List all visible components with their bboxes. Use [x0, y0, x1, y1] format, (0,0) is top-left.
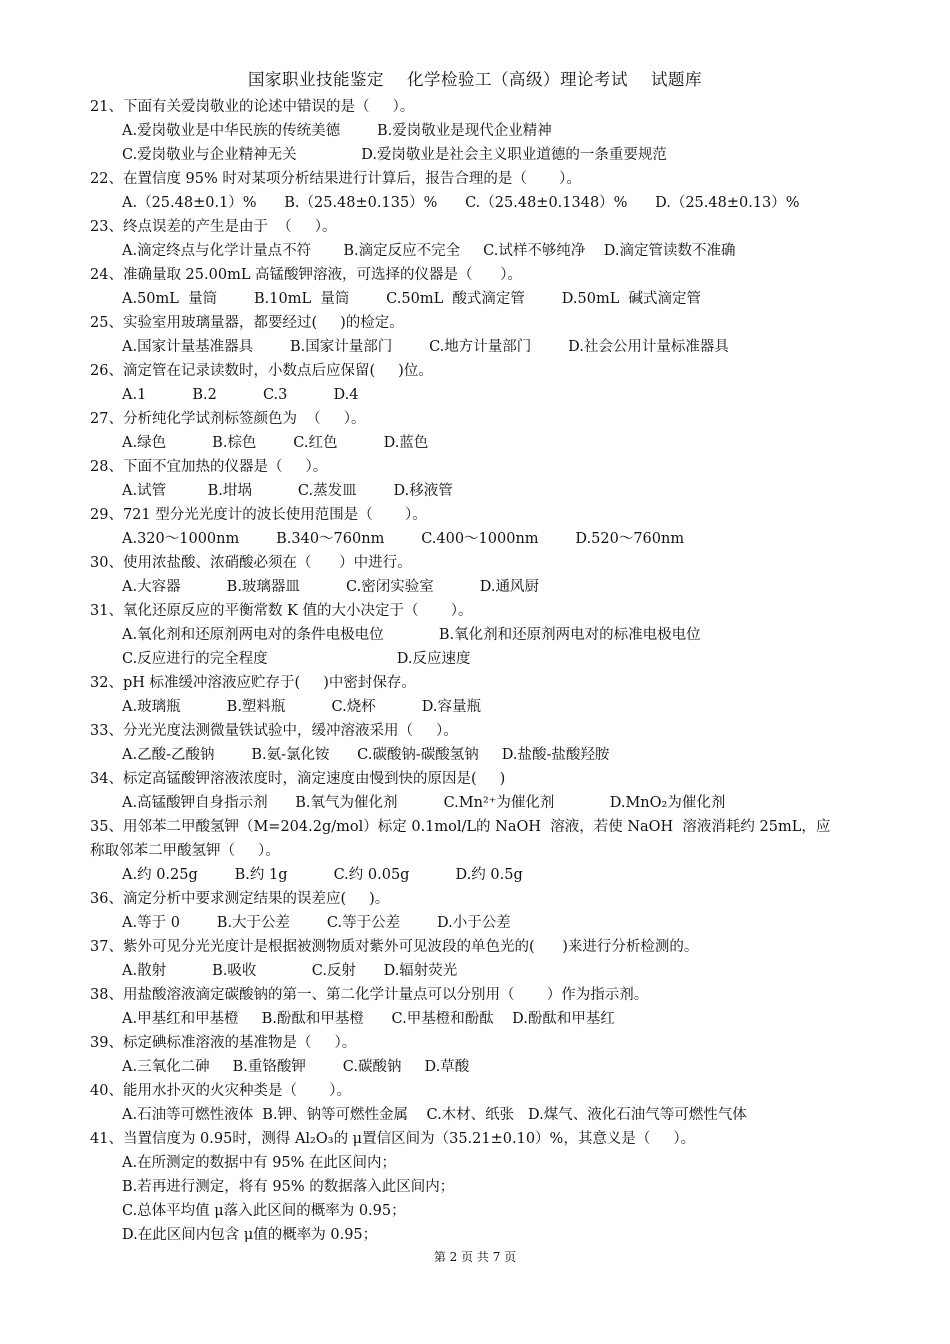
question-text: 24、准确量取 25.00mL 高锰酸钾溶液，可选择的仪器是（ ）。 [90, 267, 522, 283]
question-text: 40、能用水扑灭的火灾种类是（ ）。 [90, 1083, 351, 1099]
question-text: 25、实验室用玻璃量器，都要经过( )的检定。 [90, 315, 404, 331]
answer-options: A.约 0.25g B.约 1g C.约 0.05g D.约 0.5g [122, 867, 523, 883]
question-text: 33、分光光度法测微量铁试验中，缓冲溶液采用（ ）。 [90, 723, 458, 739]
page-footer: 第 2 页 共 7 页 [433, 1250, 517, 1264]
answer-options: A.50mL 量筒 B.10mL 量筒 C.50mL 酸式滴定管 D.50mL 碱式滴定管 [122, 291, 702, 307]
answer-options: D.在此区间内包含 μ值的概率为 0.95； [122, 1227, 378, 1243]
question-list [90, 95, 870, 1247]
answer-options: B.若再进行测定，将有 95% 的数据落入此区间内； [122, 1179, 455, 1195]
answer-options: C.总体平均值 μ落入此区间的概率为 0.95； [122, 1203, 406, 1219]
answer-options: A.大容器 B.玻璃器皿 C.密闭实验室 D.通风厨 [122, 579, 540, 595]
question-text: 23、终点误差的产生是由于 （ ）。 [90, 219, 337, 235]
answer-options: A.爱岗敬业是中华民族的传统美德 B.爱岗敬业是现代企业精神 [122, 123, 552, 139]
answer-options: A.氧化剂和还原剂两电对的条件电极电位 B.氧化剂和还原剂两电对的标准电极电位 [122, 627, 701, 643]
answer-options: A.绿色 B.棕色 C.红色 D.蓝色 [122, 435, 429, 451]
answer-options: A.等于 0 B.大于公差 C.等于公差 D.小于公差 [122, 915, 511, 931]
question-text: 22、在置信度 95% 时对某项分析结果进行计算后，报告合理的是（ ）。 [90, 171, 581, 187]
answer-options: A.高锰酸钾自身指示剂 B.氧气为催化剂 C.Mn²⁺为催化剂 D.MnO₂为催化剂 [122, 795, 726, 811]
answer-options: A.乙酸-乙酸钠 B.氨-氯化铵 C.碳酸钠-碳酸氢钠 D.盐酸-盐酸羟胺 [122, 747, 610, 763]
question-text: 26、滴定管在记录读数时，小数点后应保留( )位。 [90, 363, 433, 379]
question-text: 21、下面有关爱岗敬业的论述中错误的是（ ）。 [90, 99, 415, 115]
question-text: 38、用盐酸溶液滴定碳酸钠的第一、第二化学计量点可以分别用（ ）作为指示剂。 [90, 987, 649, 1003]
answer-options: A.试管 B.坩埚 C.蒸发皿 D.移液管 [122, 483, 453, 499]
answer-options: A.玻璃瓶 B.塑料瓶 C.烧杯 D.容量瓶 [122, 699, 482, 715]
question-text: 35、用邻苯二甲酸氢钾（M=204.2g/mol）标定 0.1mol/L的 NaOH 溶液，若使 NaOH 溶液消耗约 25mL，应 [90, 819, 831, 835]
answer-options: C.爱岗敬业与企业精神无关 D.爱岗敬业是社会主义职业道德的一条重要规范 [122, 147, 667, 163]
question-text: 32、pH 标准缓冲溶液应贮存于( )中密封保存。 [90, 675, 416, 691]
question-text: 30、使用浓盐酸、浓硝酸必须在（ ）中进行。 [90, 555, 412, 571]
question-text: 34、标定高锰酸钾溶液浓度时，滴定速度由慢到快的原因是( ) [90, 771, 506, 787]
answer-options: A.三氧化二砷 B.重铬酸钾 C.碳酸钠 D.草酸 [122, 1059, 470, 1075]
question-text: 41、当置信度为 0.95时，测得 Al₂O₃的 μ置信区间为（35.21±0.10）%，其意义是（ ）。 [90, 1131, 696, 1147]
answer-options: A.320～1000nm B.340～760nm C.400～1000nm D.520～760nm [122, 531, 685, 547]
answer-options: C.反应进行的完全程度 D.反应速度 [122, 651, 471, 667]
answer-options: A.甲基红和甲基橙 B.酚酞和甲基橙 C.甲基橙和酚酞 D.酚酞和甲基红 [122, 1011, 615, 1027]
answer-options: A.散射 B.吸收 C.反射 D.辐射荧光 [122, 963, 458, 979]
answer-options: A.国家计量基准器具 B.国家计量部门 C.地方计量部门 D.社会公用计量标准器具 [122, 339, 729, 355]
page-header: 国家职业技能鉴定 化学检验工（高级）理论考试 试题库 [248, 70, 702, 89]
answer-options: A.在所测定的数据中有 95% 在此区间内； [122, 1155, 397, 1171]
question-text: 37、紫外可见分光光度计是根据被测物质对紫外可见波段的单色光的( )来进行分析检测的。 [90, 939, 699, 955]
question-text: 28、下面不宜加热的仪器是（ ）。 [90, 459, 328, 475]
question-text: 27、分析纯化学试剂标签颜色为 （ ）。 [90, 411, 366, 427]
question-text: 29、721 型分光光度计的波长使用范围是（ ）。 [90, 507, 427, 523]
answer-options: A.1 B.2 C.3 D.4 [122, 387, 359, 403]
question-text: 39、标定碘标准溶液的基准物是（ ）。 [90, 1035, 357, 1051]
answer-options: A.滴定终点与化学计量点不符 B.滴定反应不完全 C.试样不够纯净 D.滴定管读数不准确 [122, 243, 736, 259]
answer-options: A.（25.48±0.1）% B.（25.48±0.135）% C.（25.48±0.1348）% D.（25.48±0.13）% [122, 195, 800, 211]
answer-options: A.石油等可燃性液体 B.钾、钠等可燃性金属 C.木材、纸张 D.煤气、液化石油气等可燃性气体 [122, 1107, 747, 1123]
question-text: 36、滴定分析中要求测定结果的误差应( )。 [90, 891, 390, 907]
question-text: 31、氧化还原反应的平衡常数 K 值的大小决定于（ ）。 [90, 603, 473, 619]
question-text: 称取邻苯二甲酸氢钾（ ）。 [90, 843, 280, 859]
